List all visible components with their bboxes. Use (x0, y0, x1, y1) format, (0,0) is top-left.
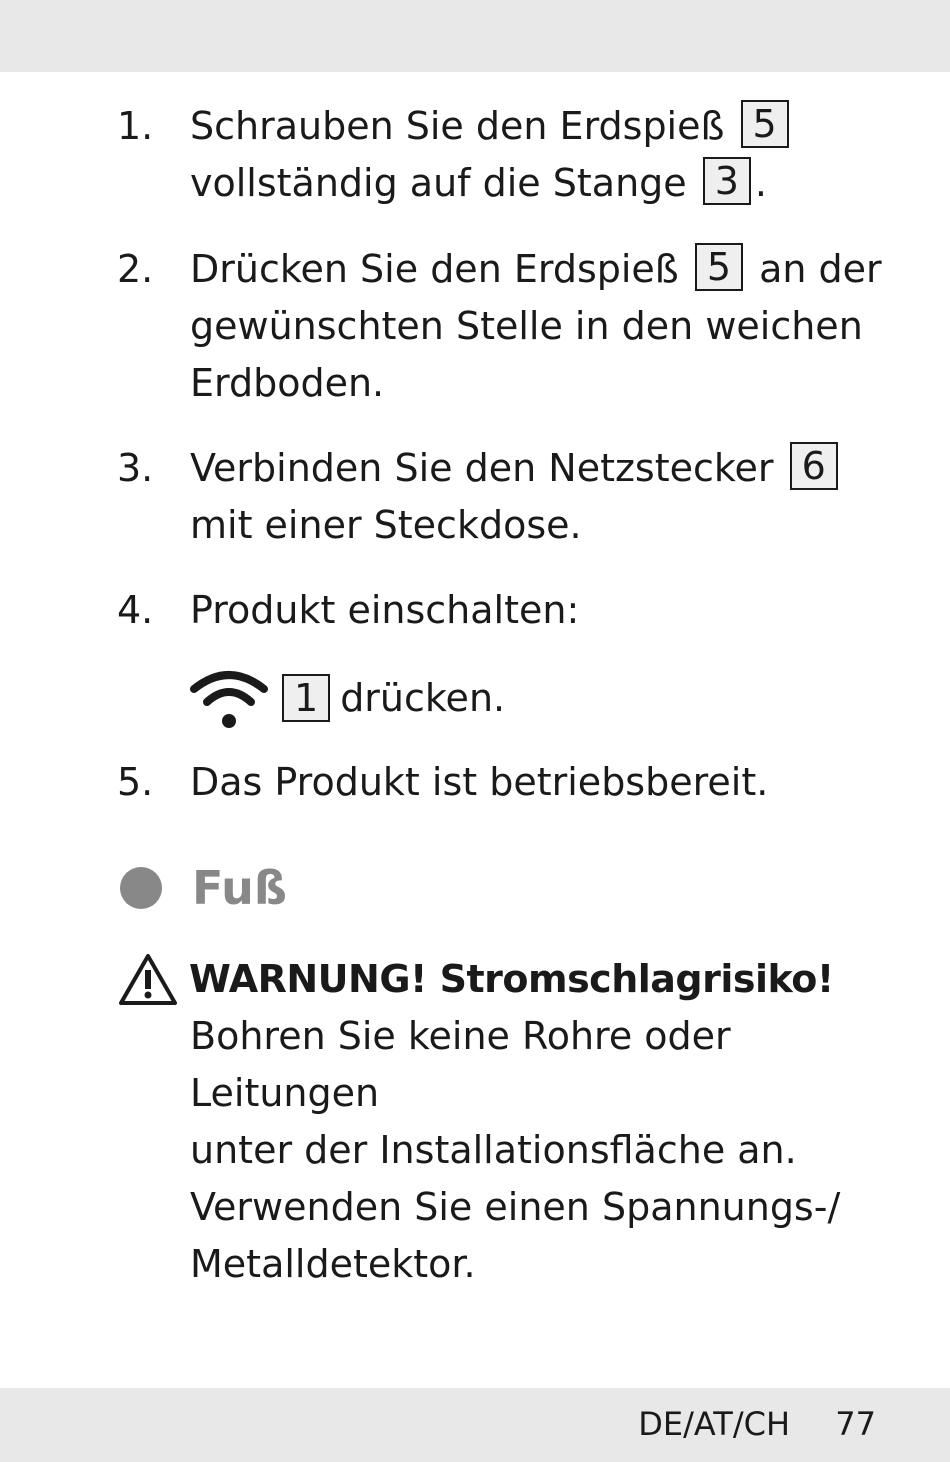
part-ref: 6 (790, 442, 838, 490)
step-number: 2. (117, 247, 154, 291)
part-ref: 3 (703, 157, 751, 205)
warning-heading (117, 950, 834, 1007)
part-ref: 1 (282, 674, 330, 722)
section-heading (120, 858, 287, 918)
warning-text: Bohren Sie keine Rohre oder Leitungen unter der Installationsfläche an. Verwenden Sie einen Spannungs-/ Metalldetektor. (190, 1014, 841, 1286)
step-number: 4. (117, 588, 154, 632)
step-number: 3. (117, 446, 154, 490)
step-text: Drücken Sie den Erdspieß 5 an der gewünschten Stelle in den weichen Erdboden. (190, 245, 882, 405)
part-ref: 5 (741, 100, 789, 148)
footer-region: DE/AT/CH (638, 1405, 790, 1443)
wifi-icon (190, 667, 268, 729)
footer-band (0, 1388, 950, 1462)
step-number: 1. (117, 104, 154, 148)
section-title: Fuß (192, 861, 287, 915)
step-number: 5. (117, 760, 154, 804)
step-text: Verbinden Sie den Netzstecker 6 mit einer Steckdose. (190, 440, 890, 554)
step-text: Schrauben Sie den Erdspieß 5 vollständig auf die Stange 3 . (190, 98, 890, 212)
power-instruction-text: drücken. (340, 675, 506, 720)
part-ref: 5 (695, 243, 743, 291)
step-text: Produkt einschalten: (190, 588, 580, 632)
warning-title: WARNUNG! Stromschlagrisiko! (189, 956, 834, 1001)
page-number: 77 (835, 1405, 876, 1443)
header-band (0, 0, 950, 72)
bullet-icon (120, 867, 162, 909)
step-text: Das Produkt ist betriebsbereit. (190, 760, 769, 804)
warning-triangle-icon (117, 952, 179, 1006)
power-instruction (190, 668, 505, 728)
